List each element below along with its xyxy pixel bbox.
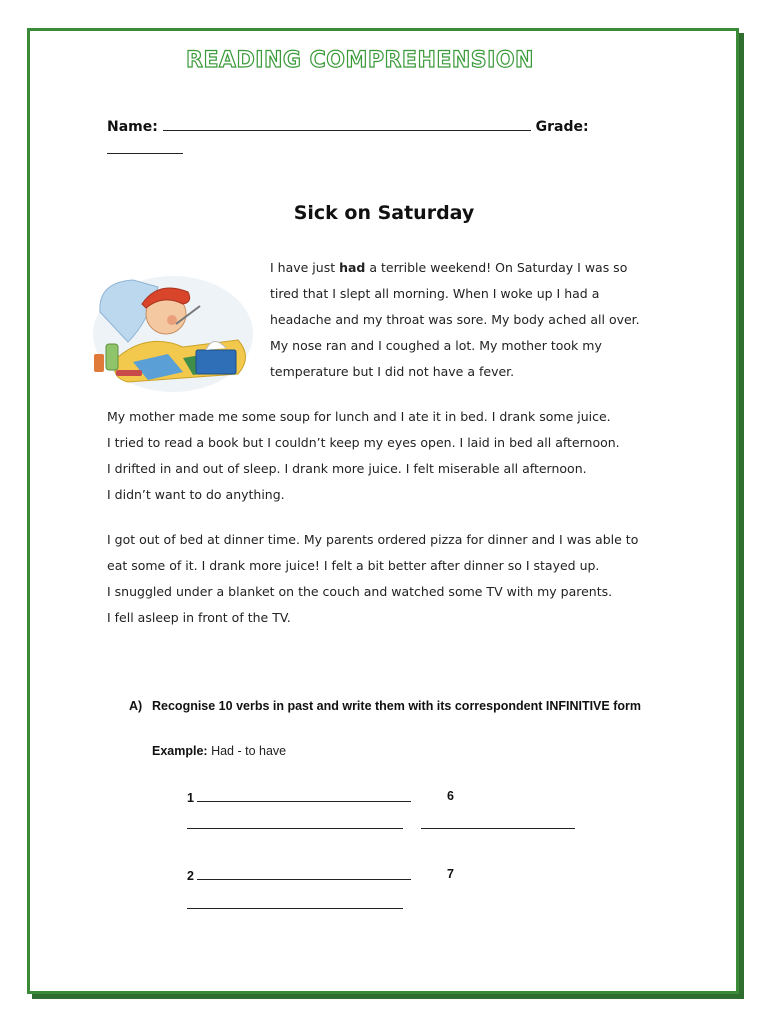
answer-blank[interactable] <box>187 816 403 829</box>
paragraph-3 <box>107 527 677 631</box>
paragraph-3-line: eat some of it. I drank more juice! I felt a bit better after dinner so I stayed up. <box>107 558 600 573</box>
example-line <box>152 744 286 758</box>
grade-blank[interactable] <box>107 141 183 154</box>
worksheet-heading: READING COMPREHENSION <box>186 48 534 73</box>
task-text: Recognise 10 verbs in past and write them with its correspondent INFINITIVE form <box>152 699 641 713</box>
name-label: Name: <box>107 119 158 135</box>
paragraph-3-line: I snuggled under a blanket on the couch and watched some TV with my parents. <box>107 584 613 599</box>
paragraph-2-line: I tried to read a book but I couldn’t keep my eyes open. I laid in bed all afternoon. <box>107 435 620 450</box>
example-text: Had - to have <box>207 744 287 758</box>
paragraph-1 <box>270 255 670 385</box>
paragraph-1-line: tired that I slept all morning. When I woke up I had a <box>270 286 600 301</box>
name-grade-line <box>107 118 667 158</box>
paragraph-1-line-1: I have just had a terrible weekend! On Saturday I was so <box>270 260 628 275</box>
answer-item-1 <box>187 789 411 805</box>
answer-item-6-line <box>421 816 575 832</box>
answer-number: 1 <box>187 791 194 805</box>
paragraph-1-line: My nose ran and I coughed a lot. My mother took my <box>270 338 602 353</box>
task-letter: A) <box>129 699 143 713</box>
page-border <box>27 28 739 994</box>
grade-label: Grade: <box>535 119 589 135</box>
answer-blank[interactable] <box>421 816 575 829</box>
answer-number: 6 <box>447 789 454 803</box>
answer-blank[interactable] <box>197 789 411 802</box>
answer-item-1-continuation <box>187 816 403 832</box>
paragraph-3-line: I got out of bed at dinner time. My parents ordered pizza for dinner and I was able to <box>107 532 639 547</box>
answer-item-2-continuation <box>187 896 403 912</box>
sick-boy-in-bed-illustration <box>88 262 258 397</box>
paragraph-2-line: I drifted in and out of sleep. I drank more juice. I felt miserable all afternoon. <box>107 461 587 476</box>
paragraph-1-line: headache and my throat was sore. My body ached all over. <box>270 312 640 327</box>
answer-number: 2 <box>187 869 194 883</box>
paragraph-2-line: I didn’t want to do anything. <box>107 487 285 502</box>
paragraph-2-line: My mother made me some soup for lunch and I ate it in bed. I drank some juice. <box>107 409 611 424</box>
task-instruction <box>129 699 689 713</box>
answer-number: 7 <box>447 867 454 881</box>
answer-item-7 <box>447 867 454 881</box>
answer-item-2 <box>187 867 411 883</box>
paragraph-2 <box>107 404 677 508</box>
example-label: Example: <box>152 744 208 758</box>
answer-item-6 <box>447 789 454 803</box>
answer-blank[interactable] <box>197 867 411 880</box>
paragraph-1-line: temperature but I did not have a fever. <box>270 364 515 379</box>
answer-blank[interactable] <box>187 896 403 909</box>
name-blank[interactable] <box>163 118 531 131</box>
story-title: Sick on Saturday <box>293 202 475 224</box>
paragraph-3-line: I fell asleep in front of the TV. <box>107 610 291 625</box>
